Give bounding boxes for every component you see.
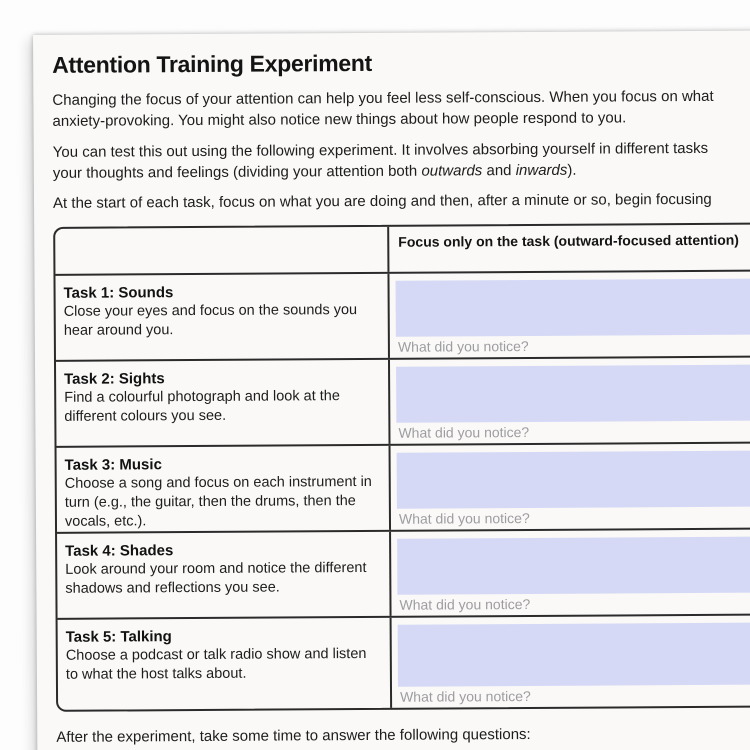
paragraph-line: your thoughts and feelings (dividing your attention both outwards and inwards). [52, 161, 577, 182]
task-row-4 [57, 527, 750, 618]
task-row-5 [58, 613, 750, 710]
notice-input-field[interactable] [396, 364, 750, 423]
task-answer-cell [390, 357, 750, 444]
task-info-cell [57, 446, 392, 532]
task-table [53, 222, 750, 712]
notice-placeholder-text: What did you notice? [397, 337, 529, 355]
header-label: Focus only on the task (outward-focused attention) [398, 231, 739, 250]
emphasis-inwards: inwards [515, 161, 568, 180]
emphasis-outwards: outwards [421, 162, 483, 180]
intro-paragraph-1 [52, 86, 713, 132]
task-title: Task 1: Sounds [63, 284, 174, 302]
task-info-cell [58, 618, 393, 710]
notice-placeholder-text: What did you notice? [400, 687, 531, 705]
notice-placeholder-text: What did you notice? [399, 595, 531, 613]
footer-instruction: After the experiment, take some time to answer the following questions: [56, 725, 531, 746]
task-info-cell [57, 532, 392, 618]
paragraph-line: At the start of each task, focus on what you are doing and then, after a minute or so, begin focusing [52, 190, 712, 212]
notice-input-field[interactable] [396, 278, 750, 337]
task-title: Task 4: Shades [65, 542, 174, 560]
task-description: Close your eyes and focus on the sounds you hear around you. [63, 302, 358, 339]
table-header-row [55, 224, 750, 274]
header-cell-focus [389, 224, 750, 272]
task-info-cell [56, 360, 391, 446]
intro-paragraph-2 [53, 138, 709, 184]
notice-placeholder-text: What did you notice? [398, 423, 530, 441]
task-answer-cell [392, 615, 750, 708]
task-row-2 [56, 355, 750, 446]
task-info-cell [55, 274, 390, 360]
header-cell-empty [55, 227, 389, 274]
task-row-3 [57, 441, 750, 532]
notice-input-field[interactable] [397, 536, 750, 595]
task-row-1 [55, 269, 750, 360]
task-description: Find a colourful photograph and look at the different colours you see. [64, 388, 340, 425]
task-description: Choose a song and focus on each instrument in turn (e.g., the guitar, then the drums, then the vocals, etc.). [64, 473, 372, 530]
notice-input-field[interactable] [397, 450, 750, 509]
task-answer-cell [389, 271, 750, 358]
task-description: Choose a podcast or talk radio show and listen to what the host talks about. [65, 645, 367, 683]
task-description: Look around your room and notice the different shadows and reflections you see. [65, 559, 367, 597]
page-title: Attention Training Experiment [52, 49, 372, 78]
task-title: Task 3: Music [64, 456, 162, 474]
paragraph-line: You can test this out using the following experiment. It involves absorbing yourself in different tasks [52, 139, 709, 161]
intro-paragraph-3 [53, 189, 712, 214]
task-title: Task 2: Sights [64, 370, 165, 388]
task-answer-cell [391, 529, 750, 616]
notice-placeholder-text: What did you notice? [398, 509, 530, 527]
task-title: Task 5: Talking [65, 628, 172, 646]
paragraph-line: Changing the focus of your attention can help you feel less self-conscious. When you focus on what [52, 87, 714, 109]
task-answer-cell [391, 443, 750, 530]
notice-input-field[interactable] [398, 622, 750, 687]
worksheet-page [33, 30, 750, 750]
paragraph-line: anxiety-provoking. You might also notice new things about how people respond to you. [52, 109, 627, 130]
